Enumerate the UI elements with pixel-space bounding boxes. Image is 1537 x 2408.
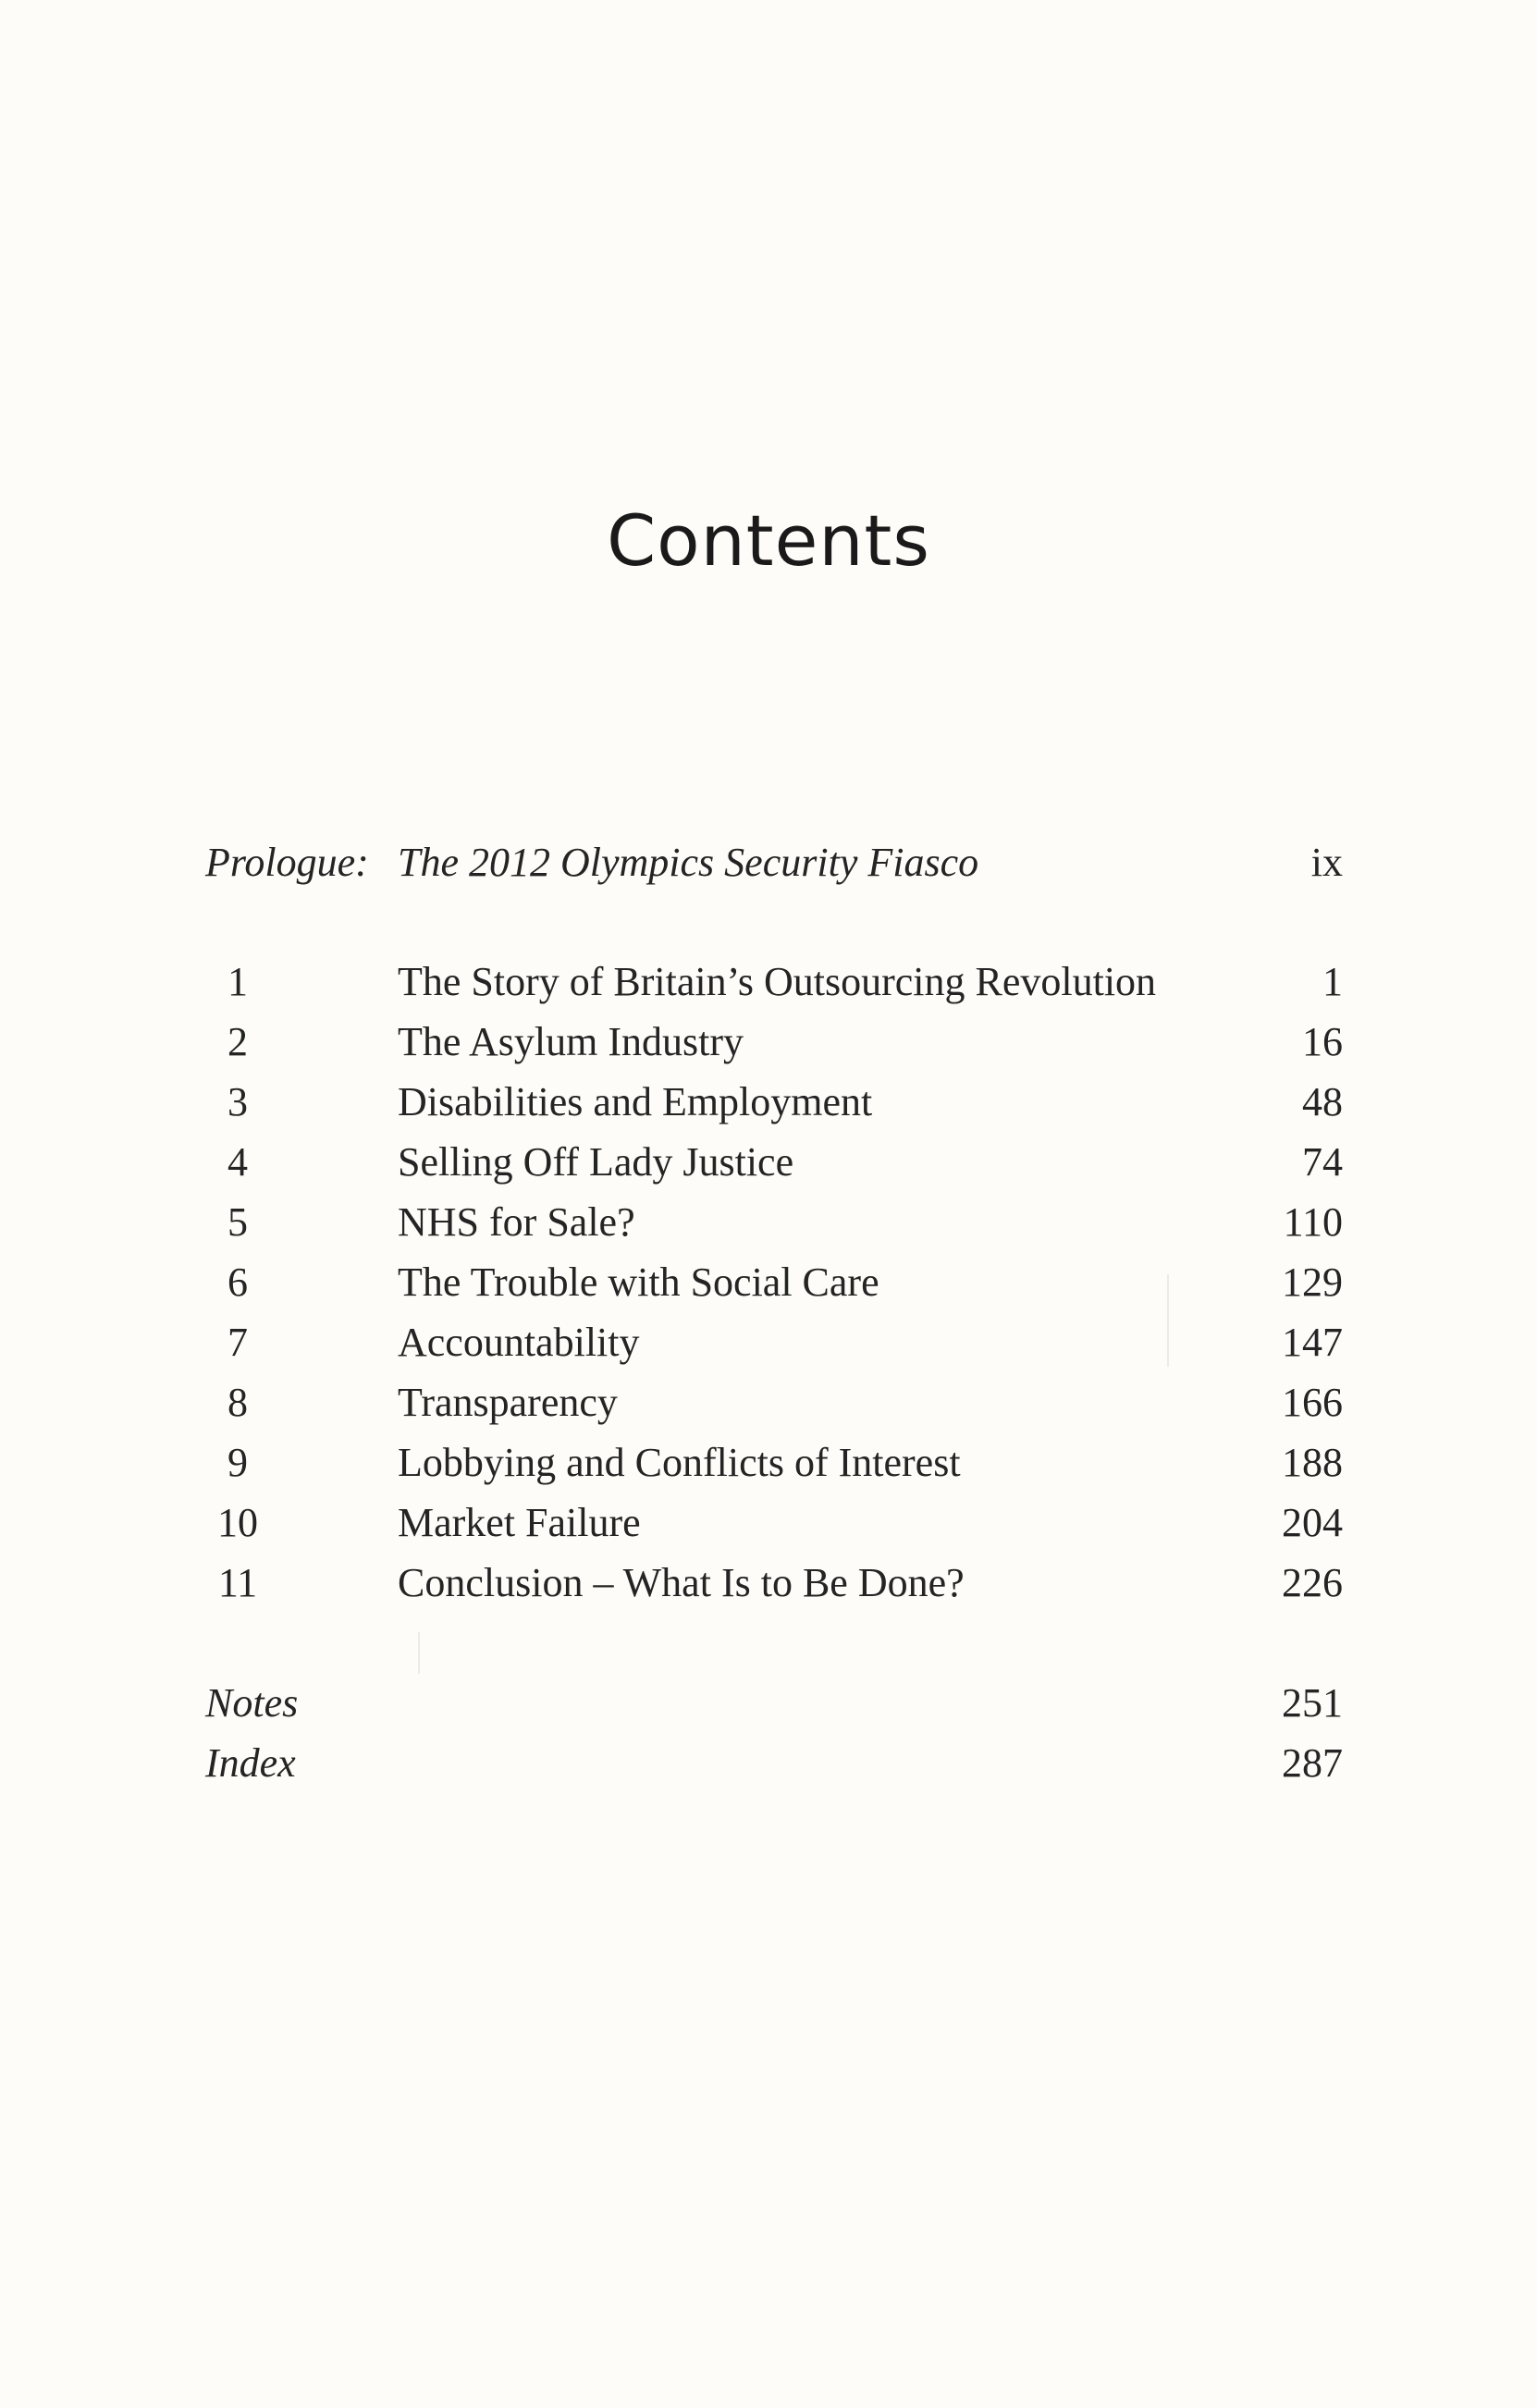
notes-label: Notes	[205, 1680, 299, 1726]
toc-chapter-row	[0, 1555, 1537, 1611]
chapter-title: Conclusion – What Is to Be Done?	[398, 1560, 965, 1605]
chapter-page-number: 129	[1282, 1259, 1343, 1305]
chapter-number: 1	[227, 959, 248, 1004]
chapter-page-number: 147	[1282, 1320, 1343, 1365]
prologue-page-number: ix	[1310, 840, 1343, 885]
index-page-number: 287	[1282, 1740, 1343, 1786]
chapter-number: 11	[217, 1560, 258, 1605]
prologue-title: The 2012 Olympics Security Fiasco	[398, 840, 979, 885]
chapter-page-number: 48	[1302, 1079, 1343, 1124]
toc-chapter-row	[0, 1435, 1537, 1491]
chapter-number: 8	[227, 1380, 248, 1425]
chapter-number: 7	[227, 1320, 248, 1365]
toc-prologue-row	[0, 835, 1537, 891]
chapter-page-number: 188	[1282, 1440, 1343, 1485]
toc-back-matter-row	[0, 1676, 1537, 1731]
toc-chapter-row	[0, 1255, 1537, 1310]
toc-chapter-row	[0, 1195, 1537, 1250]
chapter-number: 4	[227, 1139, 248, 1185]
chapter-page-number: 226	[1282, 1560, 1343, 1605]
page-title: Contents	[607, 499, 930, 582]
scan-artifact-line	[1167, 1274, 1169, 1367]
chapter-page-number: 1	[1322, 959, 1343, 1004]
chapter-title: Market Failure	[398, 1500, 641, 1545]
toc-chapter-row	[0, 1075, 1537, 1130]
chapter-page-number: 204	[1282, 1500, 1343, 1545]
chapter-title: The Trouble with Social Care	[398, 1259, 879, 1305]
chapter-number: 6	[227, 1259, 248, 1305]
prologue-label: Prologue:	[205, 840, 369, 885]
toc-chapter-row	[0, 1135, 1537, 1190]
chapter-page-number: 166	[1282, 1380, 1343, 1425]
chapter-number: 10	[217, 1500, 258, 1545]
toc-back-matter-row	[0, 1736, 1537, 1791]
chapter-title: The Story of Britain’s Outsourcing Revolution	[398, 959, 1157, 1004]
chapter-number: 5	[227, 1199, 248, 1245]
toc-chapter-row	[0, 1014, 1537, 1070]
toc-chapter-row	[0, 1495, 1537, 1551]
chapter-title: Accountability	[398, 1320, 640, 1365]
chapter-title: Selling Off Lady Justice	[398, 1139, 794, 1185]
chapter-number: 3	[227, 1079, 248, 1124]
chapter-page-number: 16	[1302, 1019, 1343, 1064]
notes-page-number: 251	[1282, 1680, 1343, 1726]
index-label: Index	[205, 1740, 296, 1786]
toc-chapter-row	[0, 1315, 1537, 1370]
scan-artifact-line	[418, 1632, 420, 1674]
chapter-page-number: 110	[1283, 1199, 1343, 1245]
chapter-title: Lobbying and Conflicts of Interest	[398, 1440, 961, 1485]
chapter-title: NHS for Sale?	[398, 1199, 635, 1245]
chapter-title: Disabilities and Employment	[398, 1079, 873, 1124]
chapter-title: The Asylum Industry	[398, 1019, 744, 1064]
chapter-number: 9	[227, 1440, 248, 1485]
toc-chapter-row	[0, 1375, 1537, 1431]
toc-chapter-row	[0, 954, 1537, 1010]
chapter-number: 2	[227, 1019, 248, 1064]
chapter-title: Transparency	[398, 1380, 618, 1425]
chapter-page-number: 74	[1302, 1139, 1343, 1185]
